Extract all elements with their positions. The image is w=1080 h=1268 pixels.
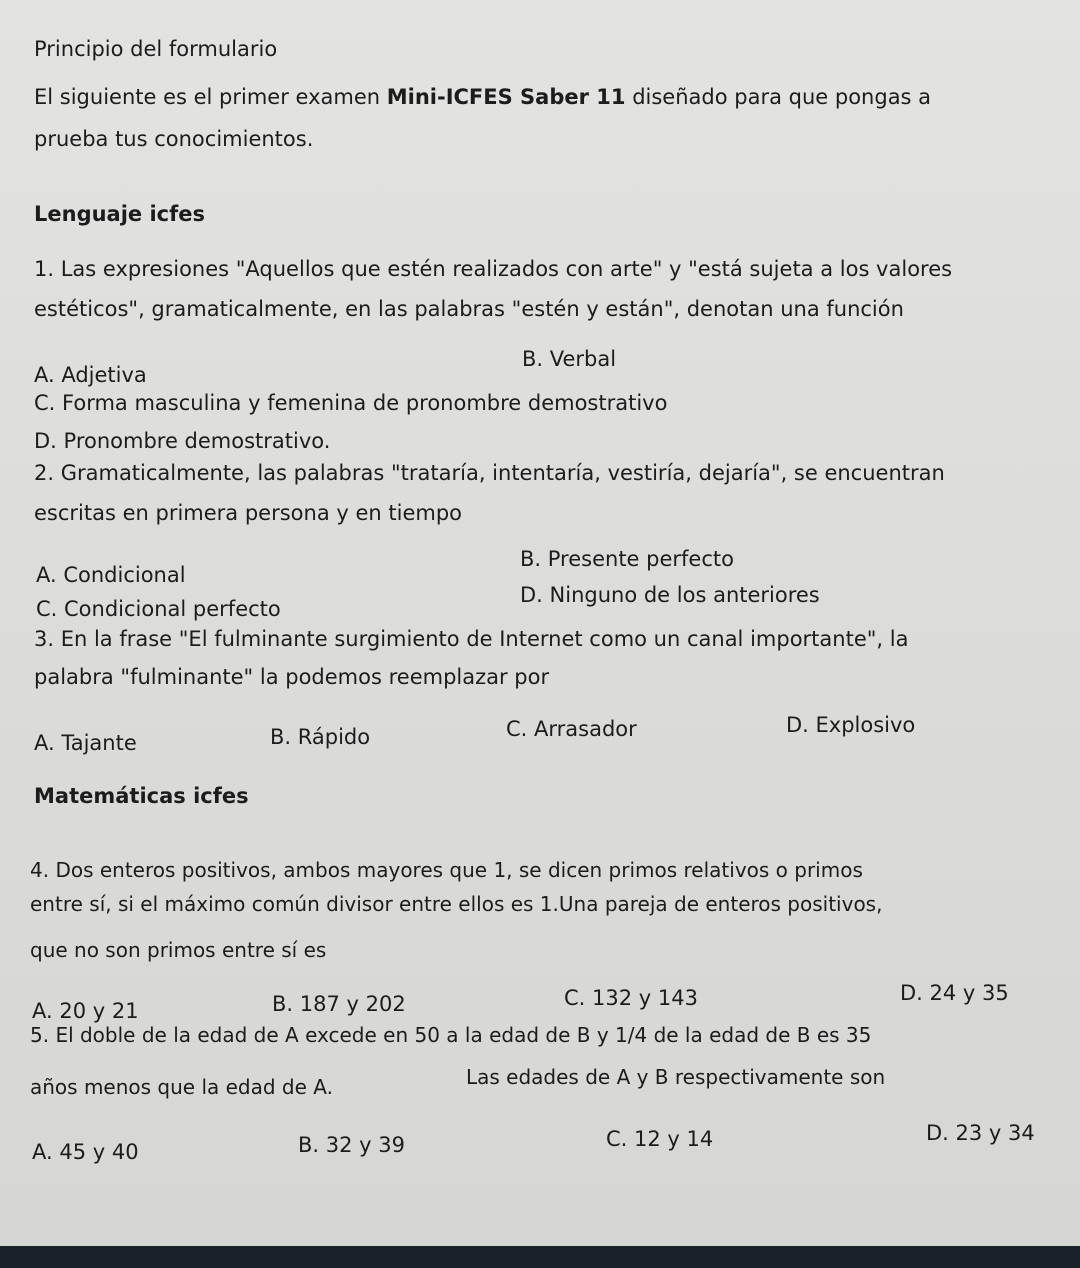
question-1-option-b: B. Verbal	[522, 347, 617, 371]
question-2-option-b: B. Presente perfecto	[520, 547, 734, 571]
question-4-line-2: entre sí, si el máximo común divisor entre ellos es 1.Una pareja de enteros positivos,	[30, 892, 883, 916]
intro-paragraph-line-2: prueba tus conocimientos.	[34, 127, 314, 151]
question-5-option-c: C. 12 y 14	[606, 1127, 714, 1151]
question-1-line-2: estéticos", gramaticalmente, en las palabras "estén y están", denotan una función	[34, 297, 904, 321]
question-4-option-d: D. 24 y 35	[900, 981, 1009, 1005]
question-4-option-b: B. 187 y 202	[272, 992, 406, 1016]
question-4-line-1: 4. Dos enteros positivos, ambos mayores que 1, se dicen primos relativos o primos	[30, 858, 863, 882]
form-start-label: Principio del formulario	[34, 37, 278, 61]
question-4-option-a: A. 20 y 21	[32, 999, 139, 1023]
question-3-option-d: D. Explosivo	[786, 713, 916, 737]
exam-name: Mini-ICFES Saber 11	[386, 85, 626, 109]
question-3-line-2: palabra "fulminante" la podemos reemplazar por	[34, 665, 550, 689]
table-edge	[0, 1246, 1080, 1268]
question-3-option-a: A. Tajante	[34, 731, 137, 755]
question-2-option-d: D. Ninguno de los anteriores	[520, 583, 820, 607]
question-3-option-b: B. Rápido	[270, 725, 371, 749]
question-5-line-1: 5. El doble de la edad de A excede en 50 a la edad de B y 1/4 de la edad de B es 35	[30, 1023, 872, 1047]
section-title-matematicas: Matemáticas icfes	[34, 784, 249, 808]
question-3-line-1: 3. En la frase "El fulminante surgimiento de Internet como un canal importante", la	[34, 627, 909, 651]
question-2-option-c: C. Condicional perfecto	[36, 597, 281, 621]
question-5-option-a: A. 45 y 40	[32, 1140, 139, 1164]
question-1-option-c: C. Forma masculina y femenina de pronombre demostrativo	[34, 391, 668, 415]
question-2-line-1: 2. Gramaticalmente, las palabras "trataría, intentaría, vestiría, dejaría", se encuentran	[34, 461, 945, 485]
question-2-option-a: A. Condicional	[36, 563, 186, 587]
intro-text-end: diseñado para que pongas a	[625, 85, 932, 109]
question-1-line-1: 1. Las expresiones "Aquellos que estén realizados con arte" y "está sujeta a los valores	[34, 257, 953, 281]
question-5-line-2b: Las edades de A y B respectivamente son	[466, 1065, 886, 1089]
question-4-line-3: que no son primos entre sí es	[30, 938, 327, 962]
question-2-line-2: escritas en primera persona y en tiempo	[34, 501, 463, 525]
question-3-option-c: C. Arrasador	[506, 717, 637, 741]
intro-paragraph-line-1	[34, 84, 931, 110]
question-5-option-d: D. 23 y 34	[926, 1121, 1035, 1145]
question-5-line-2a: años menos que la edad de A.	[30, 1075, 333, 1099]
intro-text-start: El siguiente es el primer examen	[34, 85, 387, 109]
question-4-option-c: C. 132 y 143	[564, 986, 698, 1010]
question-1-option-d: D. Pronombre demostrativo.	[34, 429, 331, 453]
question-1-option-a: A. Adjetiva	[34, 363, 147, 387]
section-title-lenguaje: Lenguaje icfes	[34, 202, 206, 226]
question-5-option-b: B. 32 y 39	[298, 1133, 405, 1157]
